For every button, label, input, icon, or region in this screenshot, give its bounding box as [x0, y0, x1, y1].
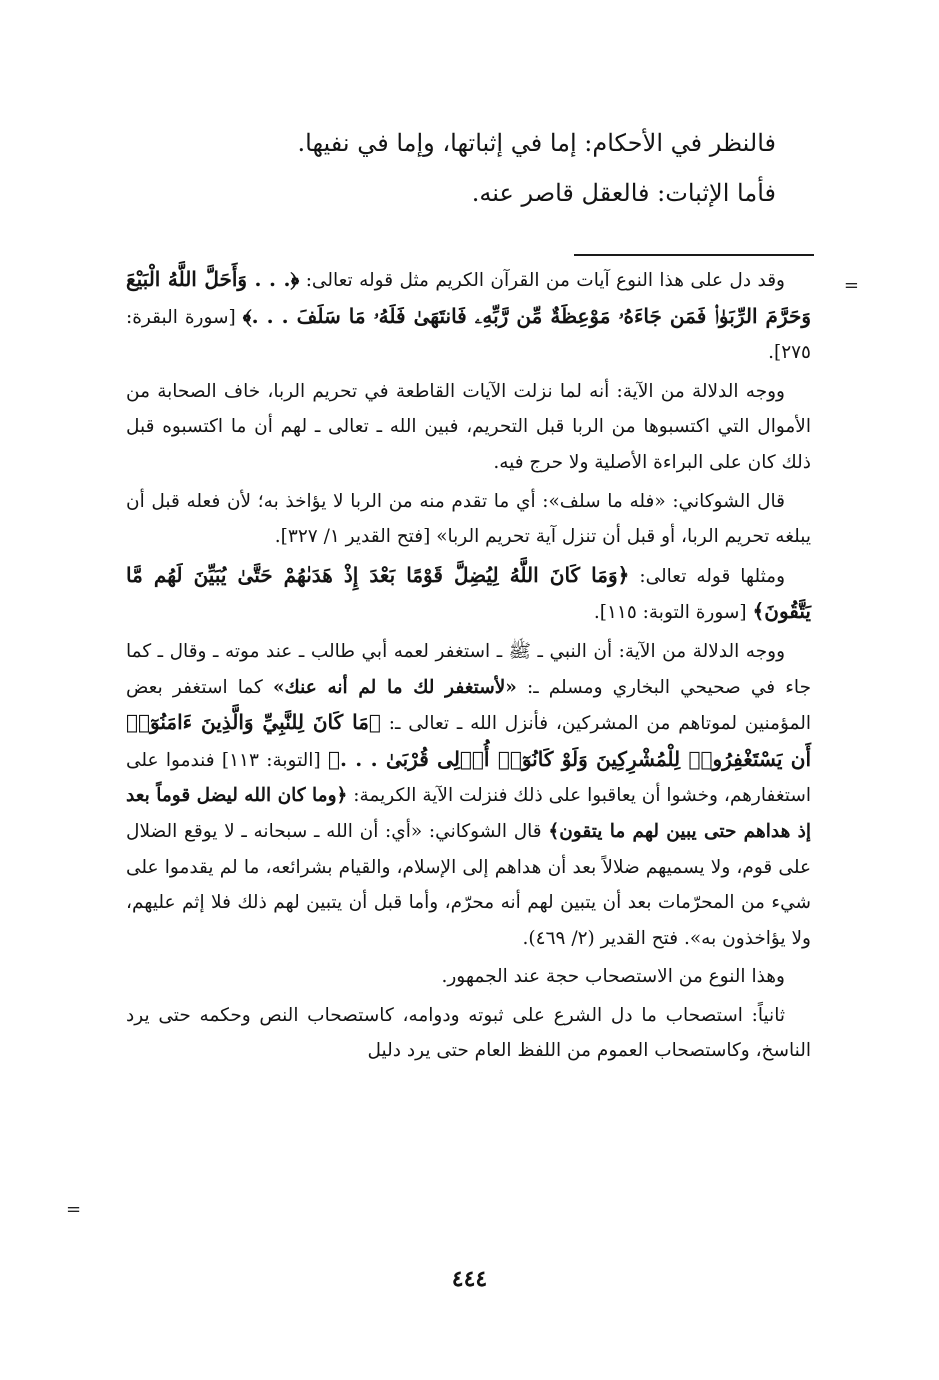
verse-reference: [سورة التوبة: ١١٥]. — [593, 602, 753, 624]
main-text — [136, 118, 776, 218]
quran-verse: ﴿. . . وَأَحَلَّ اللَّهُ الْبَيْعَ وَحَرَّمَ الرِّبَوٰا۟ فَمَن جَاءَهُۥ مَوْعِظَةٌ مِّن رَّبِّهِۦ فَانتَهَىٰ فَلَهُۥ مَا سَلَفَ . . .﴾ — [126, 267, 811, 328]
footnote-paragraph-2: ووجه الدلالة من الآية: أنه لما نزلت الآيات القاطعة في تحريم الربا، خاف الصحابة من الأموال التي اكتسبوها من الربا قبل التحريم، فبين الله ـ تعالى ـ لهم أن ما اكتسبوه قبل ذلك كان على البراءة الأصلية ولا حرج فيه. — [126, 380, 811, 473]
page-number: ٤٤٤ — [451, 1266, 488, 1292]
main-line-2: فأما الإثبات: فالعقل قاصر عنه. — [471, 179, 776, 207]
footnote-paragraph-3: قال الشوكاني: «فله ما سلف»: أي ما تقدم منه من الربا لا يؤاخذ به؛ لأن فعله قبل أن يبلغه تحريم الربا، أو قبل أن تنزل آية تحريم الربا» [فتح القدير ١/ ٣٢٧]. — [126, 490, 811, 548]
footnote-separator — [574, 254, 814, 256]
footnote-paragraph-6: وهذا النوع من الاستصحاب حجة عند الجمهور. — [441, 966, 785, 988]
verse-reference: [سورة البقرة: ٢٧٥]. — [126, 306, 811, 364]
footnote-paragraph-7: ثانياً: استصحاب ما دل الشرع على ثبوته ودوامه، كاستصحاب النص وحكمه حتى يرد الناسخ، وكاستصحاب العموم من اللفظ العام حتى يرد دليل — [126, 1004, 811, 1062]
quran-verse: ﴿وَمَا كَانَ اللَّهُ لِيُضِلَّ قَوْمًا بَعْدَ إِذْ هَدَىٰهُمْ حَتَّىٰ يُبَيِّنَ لَهُم مَّا يَتَّقُونَ﴾ — [126, 562, 811, 624]
footnote-text: قال الشوكاني: «أي: أن الله ـ سبحانه ـ لا يوقع الضلال على قوم، ولا يسميهم ضلالاً بعد أن هداهم إلى الإسلام، والقيام بشرائعه، ما لم يقدموا على شيء من المحرّمات بعد أن يتبين لهم أنه محرّم، وأما قبل أن يتبين لهم ذلك فلا إثم عليهم، ولا يؤاخذون به». فتح القدير (٢/ ٤٦٩). — [126, 820, 811, 949]
quran-verse-plain: ﴿وما كان الله ليضل قوماً بعد إذ هداهم حتى يبين لهم ما يتقون﴾ — [125, 785, 811, 842]
footnote-text: ومثلها قوله تعالى: — [629, 565, 786, 587]
hadith-quote: «لأستغفر لك ما لم أنه عنك» — [272, 676, 517, 698]
main-line-1: فالنظر في الأحكام: إما في إثباتها، وإما في نفيها. — [297, 129, 776, 157]
footnote-text: وقد دل على هذا النوع آيات من القرآن الكريم مثل قوله تعالى: — [299, 270, 785, 291]
quran-verse: ﴿مَا كَانَ لِلنَّبِيِّ وَالَّذِينَ ءَامَنُوٓا۟ أَن يَسْتَغْفِرُوا۟ لِلْمُشْرِكِينَ وَلَوْ كَانُوٓا۟ أُو۟لِى قُرْبَىٰ . . .﴾ — [126, 710, 811, 771]
footnote-text: كما استغفر بعض المؤمنين لموتاهم من المشركين، فأنزل الله ـ تعالى ـ: — [126, 676, 811, 735]
footnote-text: ووجه الدلالة من الآية: أن النبي ـ ﷺ ـ استغفر لعمه أبي طالب ـ عند موته ـ وقال ـ كما جاء في صحيحي البخاري ومسلم ـ: — [126, 640, 812, 698]
footnote-paragraph-5 — [126, 634, 811, 956]
footnote-paragraph-4 — [126, 558, 811, 631]
continuation-mark-top: = — [843, 275, 859, 296]
footnotes — [126, 262, 811, 1072]
continuation-mark-bottom: = — [66, 1199, 82, 1220]
footnote-paragraph-1 — [126, 262, 811, 371]
footnote-text: [التوبة: ١١٣] فندموا على استغفارهم، وخشوا أن يعاقبوا على ذلك فنزلت الآية الكريمة: — [126, 749, 811, 807]
